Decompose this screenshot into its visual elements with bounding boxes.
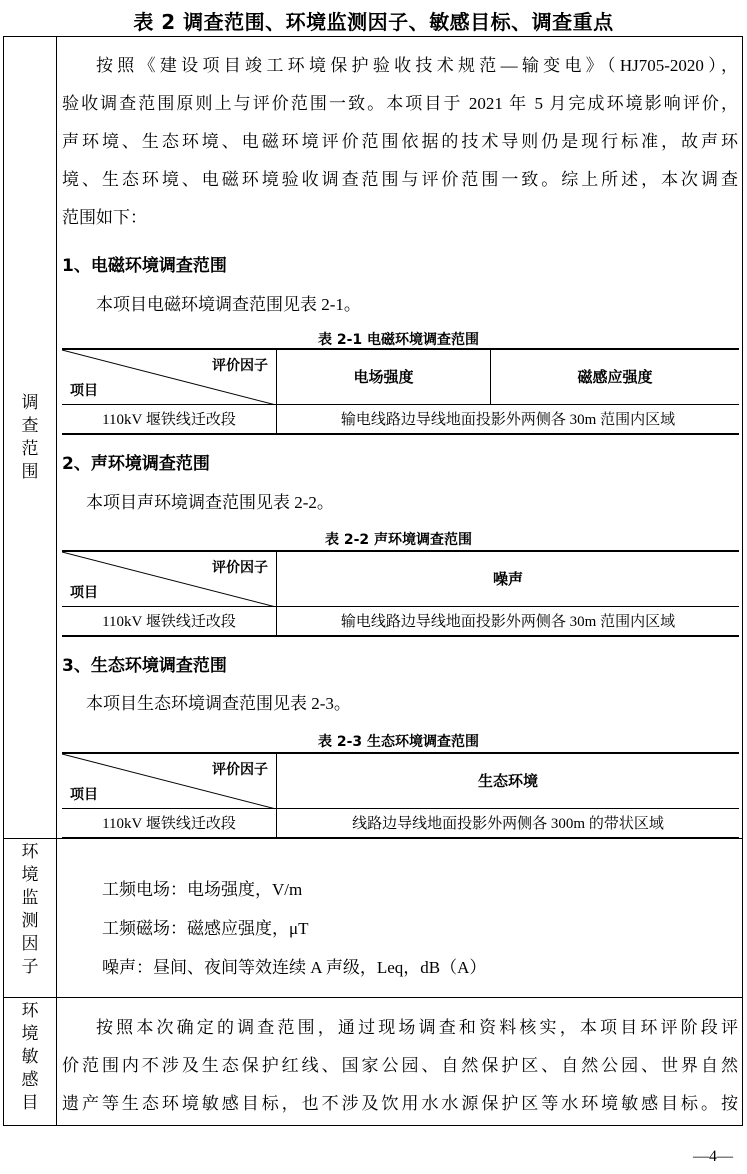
sensitive-label bbox=[4, 998, 57, 1126]
item-label: 项目 bbox=[70, 584, 98, 601]
sensitive-line: 遗产等生态环境敏感目标，也不涉及饮用水水源保护区等水环境敏感目标。按 bbox=[62, 1094, 738, 1113]
sensitive-line: 按照本次确定的调查范围，通过现场调查和资料核实，本项目环评阶段评 bbox=[96, 1018, 738, 1037]
label-char: 子 bbox=[21, 957, 39, 977]
em-col-electric: 电场强度 bbox=[277, 349, 491, 404]
item-label: 项目 bbox=[70, 382, 98, 399]
label-char: 境 bbox=[21, 865, 39, 885]
label-char: 测 bbox=[21, 911, 39, 931]
noise-diag-header bbox=[62, 551, 277, 606]
monitoring-item: 工频电场：电场强度，V/m bbox=[102, 880, 303, 899]
sensitive-para bbox=[62, 1009, 738, 1123]
eco-row-value: 线路边导线地面投影外两侧各 300m 的带状区域 bbox=[277, 808, 740, 838]
em-caption: 表 2-1 电磁环境调查范围 bbox=[317, 332, 480, 348]
intro-line: 范围如下： bbox=[62, 208, 147, 227]
eco-text: 本项目生态环境调查范围见表 2-3。 bbox=[86, 694, 351, 713]
monitoring-item: 工频磁场：磁感应强度，μT bbox=[102, 919, 309, 938]
monitoring-label bbox=[4, 839, 57, 997]
em-heading: 1、电磁环境调查范围 bbox=[62, 256, 227, 276]
scope-row bbox=[4, 37, 742, 838]
noise-row-value: 输电线路边导线地面投影外两侧各 30m 范围内区域 bbox=[277, 606, 740, 636]
intro-line: 验收调查范围原则上与评价范围一致。本项目于 2021 年 5 月完成环境影响评价， bbox=[62, 94, 738, 113]
label-char: 范 bbox=[21, 438, 39, 459]
label-char: 因 bbox=[21, 934, 39, 954]
scope-intro bbox=[62, 47, 738, 237]
em-col-magnetic: 磁感应强度 bbox=[491, 349, 740, 404]
eco-table bbox=[62, 752, 739, 838]
em-row-value: 输电线路边导线地面投影外两侧各 30m 范围内区域 bbox=[277, 404, 740, 434]
factor-label: 评价因子 bbox=[212, 358, 268, 374]
sensitive-line: 价范围内不涉及生态保护红线、国家公园、自然保护区、自然公园、世界自然 bbox=[62, 1056, 738, 1075]
label-char: 环 bbox=[21, 842, 39, 862]
item-label: 项目 bbox=[70, 786, 98, 803]
page-title: 表 2 调查范围、环境监测因子、敏感目标、调查重点 bbox=[133, 10, 614, 34]
noise-caption: 表 2-2 声环境调查范围 bbox=[324, 532, 473, 548]
monitoring-content bbox=[57, 839, 742, 997]
eco-caption: 表 2-3 生态环境调查范围 bbox=[317, 734, 480, 750]
factor-label: 评价因子 bbox=[212, 560, 268, 576]
sensitive-row bbox=[4, 997, 742, 1126]
noise-text: 本项目声环境调查范围见表 2-2。 bbox=[86, 493, 334, 512]
label-char: 境 bbox=[21, 1024, 39, 1044]
label-char: 环 bbox=[21, 1001, 39, 1021]
factor-label: 评价因子 bbox=[212, 762, 268, 778]
intro-line: 按照《建设项目竣工环境保护验收技术规范—输变电》（HJ705-2020）， bbox=[96, 56, 738, 75]
sensitive-content bbox=[57, 998, 742, 1126]
noise-col: 噪声 bbox=[277, 551, 740, 606]
label-char: 围 bbox=[21, 461, 39, 482]
label-char: 调 bbox=[21, 392, 39, 413]
eco-col: 生态环境 bbox=[277, 753, 740, 808]
eco-heading: 3、生态环境调查范围 bbox=[62, 656, 227, 676]
em-text: 本项目电磁环境调查范围见表 2-1。 bbox=[96, 295, 361, 314]
label-char: 感 bbox=[21, 1070, 39, 1090]
eco-diag-header bbox=[62, 753, 277, 808]
main-table bbox=[3, 36, 743, 1126]
em-diag-header bbox=[62, 349, 277, 404]
intro-line: 声环境、生态环境、电磁环境评价范围依据的技术导则仍是现行标准，故声环 bbox=[62, 132, 738, 151]
label-char: 监 bbox=[21, 888, 39, 908]
em-row-item: 110kV 堰铁线迁改段 bbox=[62, 404, 277, 434]
noise-heading: 2、声环境调查范围 bbox=[62, 454, 210, 474]
intro-line: 境、生态环境、电磁环境验收调查范围与评价范围一致。综上所述，本次调查 bbox=[62, 170, 738, 189]
page-number: —4— bbox=[693, 1148, 733, 1165]
noise-table bbox=[62, 550, 739, 637]
scope-content bbox=[57, 37, 742, 838]
label-char: 敏 bbox=[21, 1047, 39, 1067]
monitoring-item: 噪声：昼间、夜间等效连续 A 声级，Leq，dB（A） bbox=[102, 958, 487, 977]
em-table bbox=[62, 348, 739, 435]
monitoring-row bbox=[4, 838, 742, 997]
scope-label bbox=[4, 37, 57, 838]
label-char: 目 bbox=[21, 1093, 39, 1113]
label-char: 查 bbox=[21, 415, 39, 436]
eco-row-item: 110kV 堰铁线迁改段 bbox=[62, 808, 277, 838]
noise-row-item: 110kV 堰铁线迁改段 bbox=[62, 606, 277, 636]
